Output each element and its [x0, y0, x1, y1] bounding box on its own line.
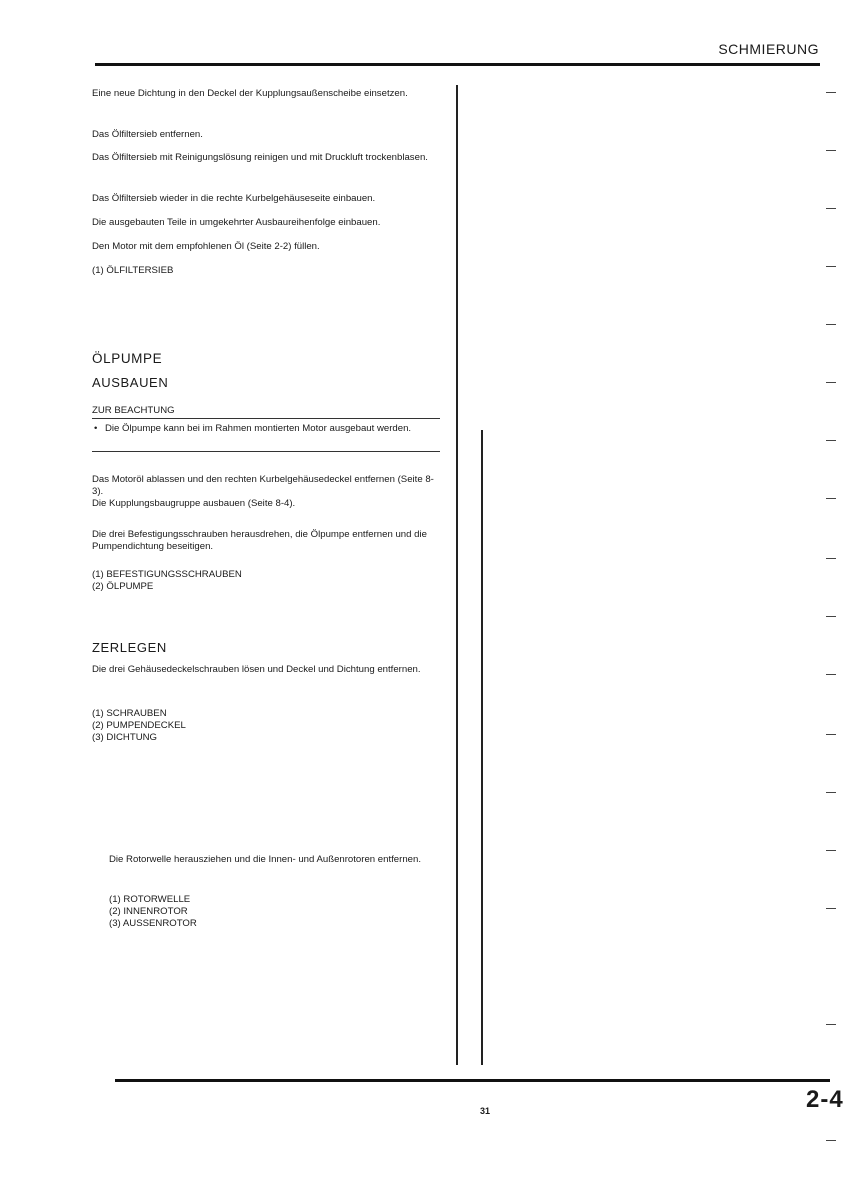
margin-mark	[826, 150, 836, 151]
margin-mark	[826, 92, 836, 93]
margin-mark	[826, 674, 836, 675]
figure-label-outer-rotor: (3) AUSSENROTOR	[109, 918, 197, 929]
margin-mark	[826, 1140, 836, 1141]
section-title-oelpumpe: ÖLPUMPE	[92, 351, 163, 366]
margin-mark	[826, 208, 836, 209]
margin-mark	[826, 734, 836, 735]
figure-label-bolts: (1) BEFESTIGUNGSSCHRAUBEN	[92, 569, 242, 580]
margin-mark	[826, 558, 836, 559]
note-top-rule	[92, 418, 440, 419]
note-text: Die Ölpumpe kann bei im Rahmen montierten Motor ausgebaut werden.	[105, 423, 412, 434]
margin-mark	[826, 1024, 836, 1025]
figure-label-rotor-shaft: (1) ROTORWELLE	[109, 894, 191, 905]
margin-mark	[826, 850, 836, 851]
figure-label-gasket: (3) DICHTUNG	[92, 732, 158, 743]
subsection-title-ausbauen: AUSBAUEN	[92, 375, 169, 390]
margin-mark	[826, 498, 836, 499]
paragraph-remove-strainer: Das Ölfiltersieb entfernen.	[92, 129, 203, 140]
margin-mark	[826, 440, 836, 441]
paragraph-remove-pump: Die drei Befestigungsschrauben herausdrehen, die Ölpumpe entfernen und die Pumpendichtung beseitigen.	[92, 529, 427, 552]
figure-label-pump: (2) ÖLPUMPE	[92, 581, 154, 592]
paragraph-fill-oil: Den Motor mit dem empfohlenen Öl (Seite 2-2) füllen.	[92, 241, 320, 252]
paragraph-remove-rotors: Die Rotorwelle herausziehen und die Innen- und Außenrotoren entfernen.	[109, 854, 422, 865]
page-number: 31	[480, 1106, 491, 1116]
note-title: ZUR BEACHTUNG	[92, 405, 175, 416]
section-page-number: 2-4	[806, 1086, 844, 1113]
margin-mark	[826, 908, 836, 909]
column-divider-right	[481, 430, 483, 1065]
margin-mark	[826, 266, 836, 267]
paragraph-remove-cover: Die drei Gehäusedeckelschrauben lösen und Deckel und Dichtung entfernen.	[92, 664, 421, 675]
paragraph-drain-oil: Das Motoröl ablassen und den rechten Kurbelgehäusedeckel entfernen (Seite 8-3).	[92, 474, 434, 497]
figure-label-inner-rotor: (2) INNENROTOR	[109, 906, 188, 917]
column-divider	[456, 85, 458, 1065]
footer-rule	[115, 1079, 830, 1082]
paragraph-reinstall-parts: Die ausgebauten Teile in umgekehrter Ausbaureihenfolge einbauen.	[92, 217, 381, 228]
figure-label-screws: (1) SCHRAUBEN	[92, 708, 167, 719]
margin-mark	[826, 324, 836, 325]
figure-label-strainer: (1) ÖLFILTERSIEB	[92, 265, 174, 276]
margin-mark	[826, 792, 836, 793]
margin-mark	[826, 382, 836, 383]
paragraph-gasket: Eine neue Dichtung in den Deckel der Kupplungsaußenscheibe einsetzen.	[92, 88, 408, 99]
note-bullet: •	[94, 423, 98, 434]
note-bottom-rule	[92, 451, 440, 452]
header-rule	[95, 63, 820, 66]
section-header: SCHMIERUNG	[718, 41, 819, 57]
margin-mark	[826, 616, 836, 617]
paragraph-clean-strainer: Das Ölfiltersieb mit Reinigungslösung reinigen und mit Druckluft trockenblasen.	[92, 152, 428, 163]
subsection-title-zerlegen: ZERLEGEN	[92, 640, 167, 655]
paragraph-clutch-removal: Die Kupplungsbaugruppe ausbauen (Seite 8-4).	[92, 498, 296, 509]
paragraph-install-strainer: Das Ölfiltersieb wieder in die rechte Kurbelgehäuseseite einbauen.	[92, 193, 376, 204]
figure-label-pump-cover: (2) PUMPENDECKEL	[92, 720, 186, 731]
